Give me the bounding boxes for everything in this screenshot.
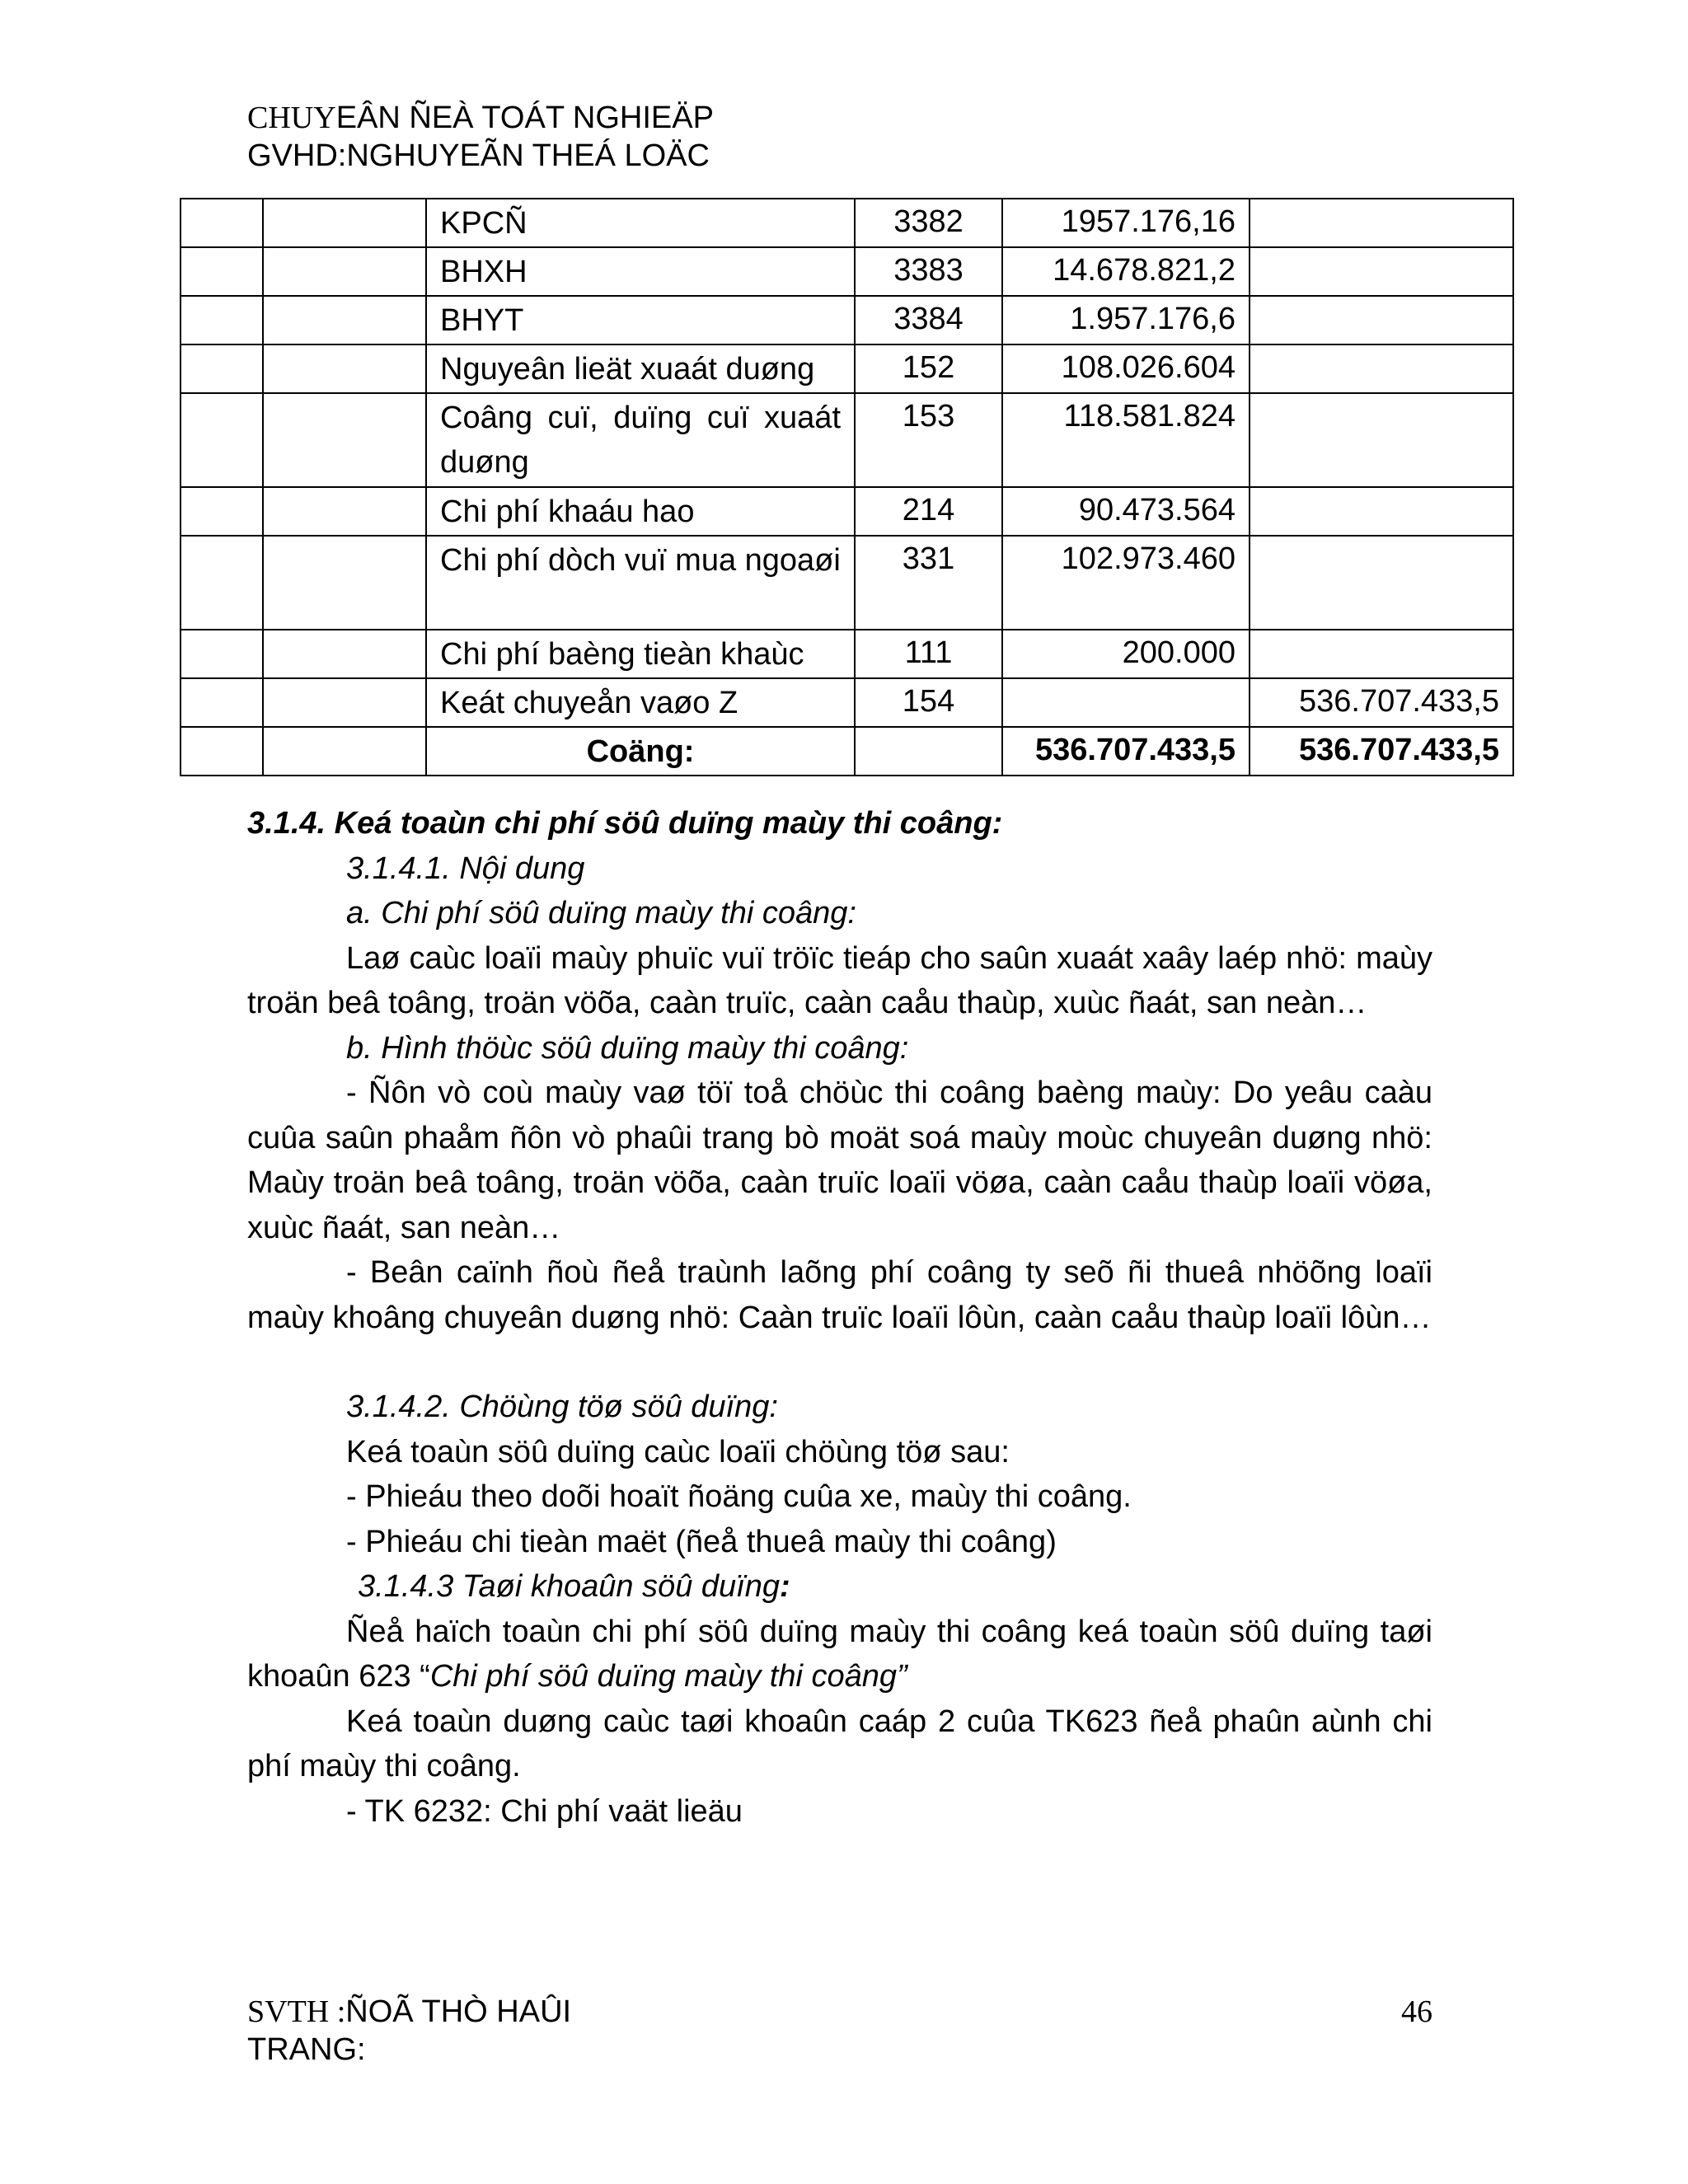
cell-voucher — [263, 247, 426, 296]
cell-debit: 14.678.821,2 — [1002, 247, 1250, 296]
cell-date — [181, 344, 263, 393]
cell-date — [181, 199, 263, 247]
cell-voucher — [263, 344, 426, 393]
table-row — [181, 199, 1513, 247]
cell-voucher — [263, 727, 426, 776]
cell-debit: 90.473.564 — [1002, 487, 1250, 536]
cell-credit — [1250, 536, 1513, 630]
cell-description: Chi phí baèng tieàn khaùc — [426, 630, 855, 678]
header-title-rest: EÂN ÑEÀ TOÁT NGHIEÄP — [335, 101, 714, 135]
table-row — [181, 296, 1513, 344]
subsection-title — [247, 1564, 1432, 1610]
section-body — [247, 801, 1432, 1834]
cell-account: 3384 — [855, 296, 1002, 344]
cell-date — [181, 393, 263, 487]
cell-debit: 1.957.176,6 — [1002, 296, 1250, 344]
cell-description: KPCÑ — [426, 199, 855, 247]
paragraph — [247, 1610, 1432, 1699]
footer-trang: TRANG: — [247, 2032, 366, 2067]
cell-account: 154 — [855, 678, 1002, 727]
cell-account: 331 — [855, 536, 1002, 630]
cell-date — [181, 678, 263, 727]
cell-debit: 200.000 — [1002, 630, 1250, 678]
cell-description: BHXH — [426, 247, 855, 296]
subsection-a-title: a. Chi phí söû duïng maùy thi coâng: — [346, 896, 856, 930]
paragraph: Laø caùc loaïi maùy phuïc vuï tröïc tieáp cho saûn xuaát xaây laép nhö: maùy troän beâ toâng, troän vöõa, caàn truïc, caàn caåu thaùp, xuùc ñaát, san neàn… — [247, 940, 1432, 1020]
spacer — [247, 1340, 1432, 1385]
cell-credit — [1250, 199, 1513, 247]
cell-total-credit: 536.707.433,5 — [1250, 727, 1513, 776]
cell-voucher — [263, 678, 426, 727]
cell-voucher — [263, 487, 426, 536]
cell-description: Nguyeân lieät xuaát duøng — [426, 344, 855, 393]
page-number: 46 — [1401, 1994, 1432, 2029]
cell-account: 3382 — [855, 199, 1002, 247]
cell-debit — [1002, 678, 1250, 727]
section-heading: 3.1.4. Keá toaùn chi phí söû duïng maùy thi coâng: — [247, 806, 1003, 841]
cell-debit: 102.973.460 — [1002, 536, 1250, 630]
cell-credit — [1250, 296, 1513, 344]
cell-description: Keát chuyeån vaøo Z — [426, 678, 855, 727]
cell-credit — [1250, 393, 1513, 487]
cell-account: 3383 — [855, 247, 1002, 296]
cell-credit — [1250, 630, 1513, 678]
subsection-title: 3.1.4.2. Chöùng töø söû duïng: — [346, 1390, 778, 1424]
cell-voucher — [263, 630, 426, 678]
account-name-italic: Chi phí söû duïng maùy thi coâng” — [429, 1659, 907, 1694]
list-item: - TK 6232: Chi phí vaät lieäu — [346, 1793, 743, 1829]
table-row — [181, 247, 1513, 296]
paragraph-text: Ñeå haïch toaùn chi phí söû duïng maùy thi coâng keá toaùn söû duïng taøi khoaûn 623 “ — [247, 1614, 1432, 1694]
subsection-title-text: 3.1.4.3 Taøi khoaûn söû duïng — [358, 1569, 780, 1604]
cell-credit: 536.707.433,5 — [1250, 678, 1513, 727]
cell-total-label: Coäng: — [426, 727, 855, 776]
footer-author — [247, 1993, 571, 2069]
cell-account: 153 — [855, 393, 1002, 487]
table-row — [181, 630, 1513, 678]
cell-date — [181, 630, 263, 678]
cell-account: 111 — [855, 630, 1002, 678]
cell-date — [181, 247, 263, 296]
cell-date — [181, 487, 263, 536]
paragraph: Keá toaùn söû duïng caùc loaïi chöùng töø sau: — [346, 1434, 1010, 1469]
cell-voucher — [263, 393, 426, 487]
table-row — [181, 393, 1513, 487]
cell-description: Coâng cuï, duïng cuï xuaát duøng — [426, 393, 855, 487]
cell-debit: 118.581.824 — [1002, 393, 1250, 487]
table-row — [181, 487, 1513, 536]
list-item: - Phieáu theo doõi hoaït ñoäng cuûa xe, maùy thi coâng. — [346, 1479, 1132, 1514]
cell-debit: 1957.176,16 — [1002, 199, 1250, 247]
cell-date — [181, 536, 263, 630]
cell-account — [855, 727, 1002, 776]
table-row — [181, 678, 1513, 727]
table-row — [181, 344, 1513, 393]
subsection-title: 3.1.4.1. Nội dung — [346, 851, 585, 886]
cell-description: Chi phí dòch vuï mua ngoaøi — [426, 536, 855, 630]
document-header-title — [247, 99, 714, 137]
cell-voucher — [263, 536, 426, 630]
table-total-row — [181, 727, 1513, 776]
cell-account: 214 — [855, 487, 1002, 536]
cell-account: 152 — [855, 344, 1002, 393]
cell-description: BHYT — [426, 296, 855, 344]
cell-voucher — [263, 199, 426, 247]
cell-date — [181, 296, 263, 344]
footer-svth-label: SVTH : — [247, 1994, 346, 2029]
footer-svth-line — [247, 1993, 571, 2031]
header-prefix: CHUY — [247, 101, 336, 135]
subsection-b-title: b. Hình thöùc söû duïng maùy thi coâng: — [346, 1030, 909, 1066]
list-item: - Phieáu chi tieàn maët (ñeå thueâ maùy thi coâng) — [346, 1524, 1057, 1559]
document-header-supervisor: GVHD:NGHUYEÃN THEÁ LOÄC — [247, 138, 710, 173]
cell-total-debit: 536.707.433,5 — [1002, 727, 1250, 776]
cell-credit — [1250, 487, 1513, 536]
cell-date — [181, 727, 263, 776]
ledger-table — [180, 198, 1514, 776]
cell-debit: 108.026.604 — [1002, 344, 1250, 393]
paragraph: - Ñôn vò coù maùy vaø töï toå chöùc thi coâng baèng maùy: Do yeâu caàu cuûa saûn phaåm ñôn vò phaûi trang bò moät soá maùy moùc chuyeân duøng nhö: Maùy troän beâ toâng, troän vöõa, caàn truïc loaïi vöøa, caàn caåu thaùp loaïi vöøa, xuùc ñaát, san neàn… — [247, 1076, 1432, 1245]
footer-svth-name: ÑOÃ THÒ HAÛI — [345, 1994, 572, 2029]
paragraph: - Beân caïnh ñoù ñeå traùnh laõng phí coâng ty seõ ñi thueâ nhöõng loaïi maùy khoâng chuyeân duøng nhö: Caàn truïc loaïi lôùn, caàn caåu thaùp loaïi lôùn… — [247, 1255, 1432, 1335]
cell-description: Chi phí khaáu hao — [426, 487, 855, 536]
paragraph: Keá toaùn duøng caùc taøi khoaûn caáp 2 cuûa TK623 ñeå phaûn aùnh chi phí maùy thi coâng. — [247, 1704, 1432, 1783]
cell-credit — [1250, 247, 1513, 296]
table-row — [181, 536, 1513, 630]
subsection-title-colon: : — [779, 1569, 790, 1604]
cell-credit — [1250, 344, 1513, 393]
cell-voucher — [263, 296, 426, 344]
